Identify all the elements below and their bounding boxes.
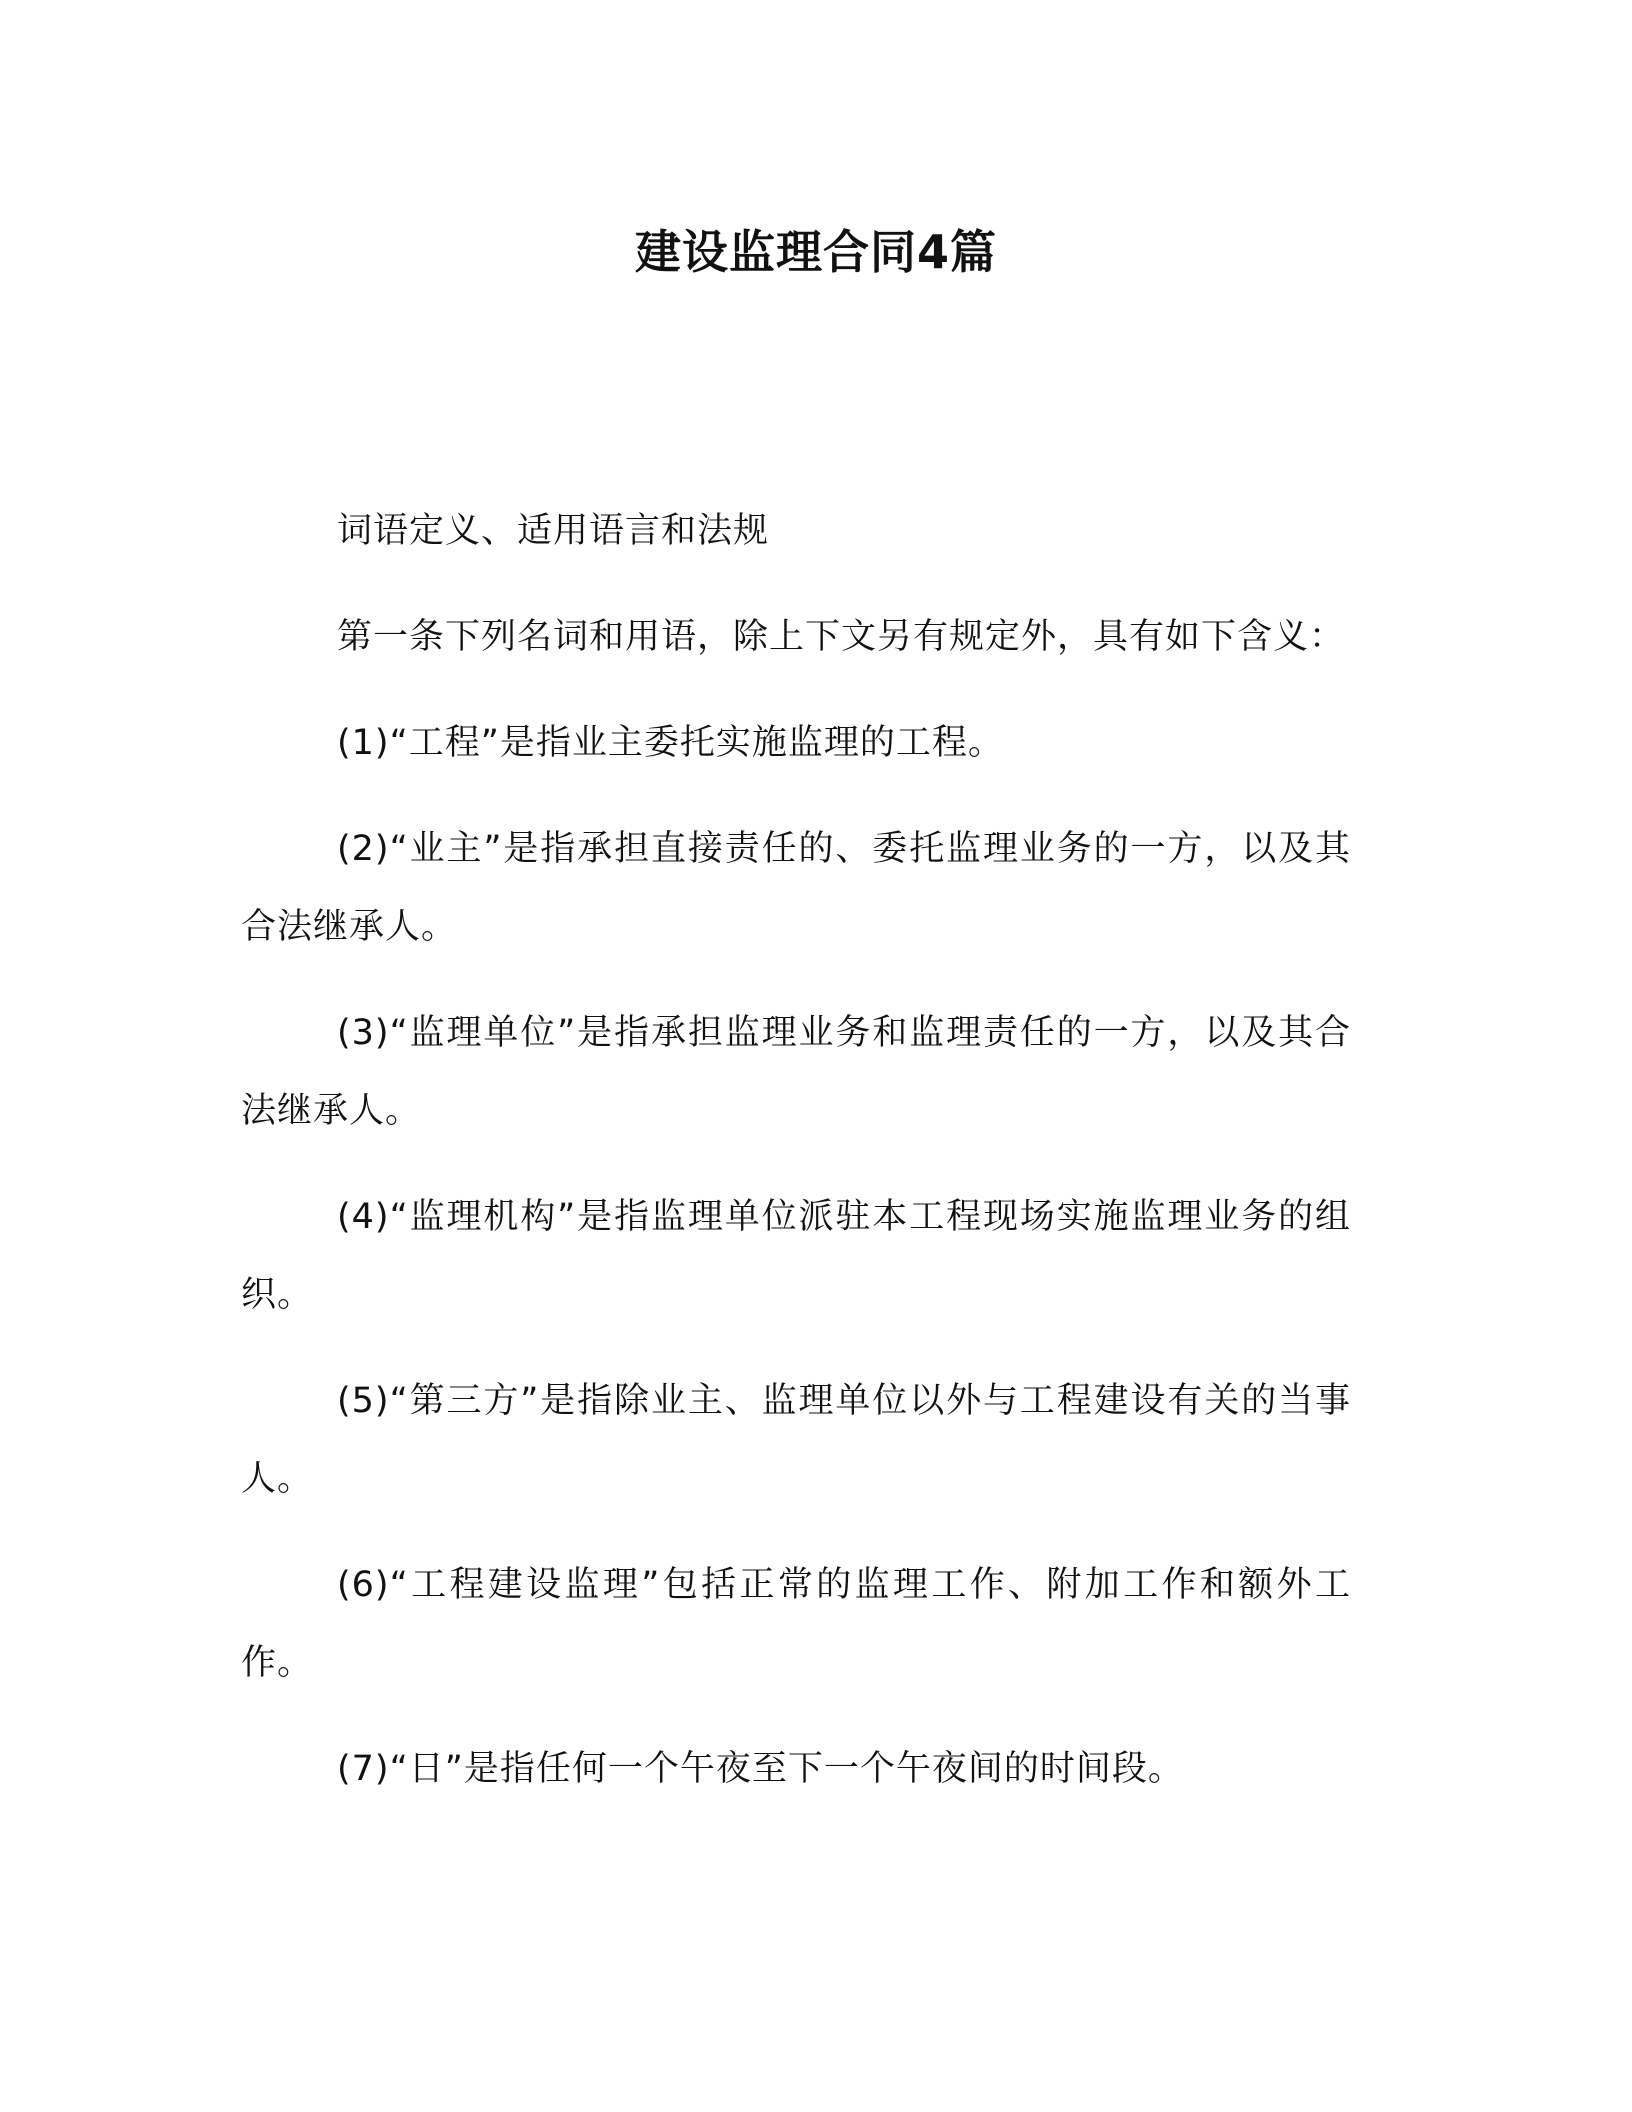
paragraph-definition-7: (7)“日”是指任何一个午夜至下一个午夜间的时间段。 [337,1749,1184,1789]
paragraph-definition-6: (6)“工程建设监理”包括正常的监理工作、附加工作和额外工作。 [241,1565,1351,1683]
paragraph-definition-1: (1)“工程”是指业主委托实施监理的工程。 [337,723,1004,763]
paragraph-definition-3: (3)“监理单位”是指承担监理业务和监理责任的一方，以及其合法继承人。 [241,1013,1351,1131]
paragraph-definition-2: (2)“业主”是指承担直接责任的、委托监理业务的一方，以及其合法继承人。 [241,829,1351,947]
paragraph-definition-5: (5)“第三方”是指除业主、监理单位以外与工程建设有关的当事人。 [241,1381,1351,1499]
paragraph-section-heading: 词语定义、适用语言和法规 [337,511,770,551]
document-body [241,492,1351,1808]
paragraph-definition-4: (4)“监理机构”是指监理单位派驻本工程现场实施监理业务的组织。 [241,1197,1351,1315]
paragraph-article-1: 第一条下列名词和用语，除上下文另有规定外，具有如下含义： [337,617,1346,657]
document-title: 建设监理合同4篇 [634,225,997,279]
